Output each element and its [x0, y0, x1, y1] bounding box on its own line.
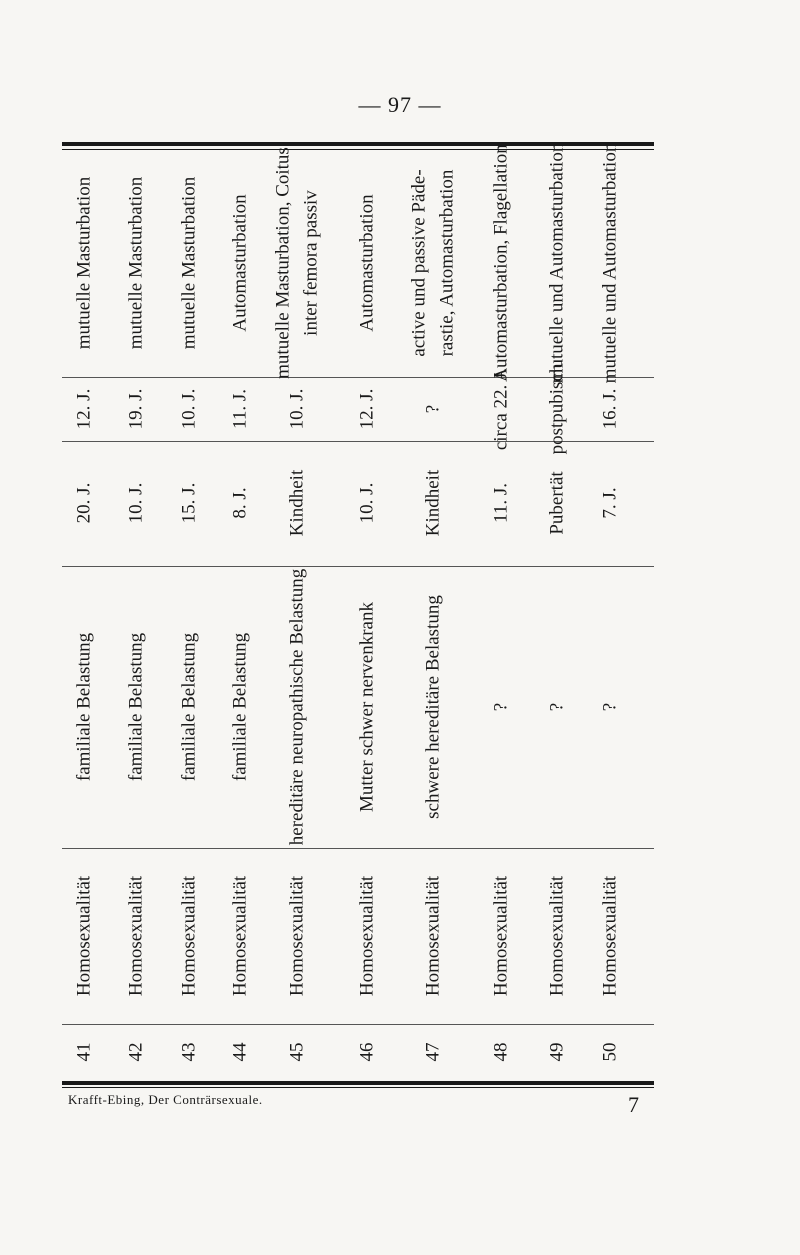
cell-case-44: 44	[229, 1042, 251, 1062]
cell-diagnosis-46: Homosexualität	[356, 875, 378, 997]
cell-onset-44: 11. J.	[229, 389, 251, 429]
cell-age-48: 11. J.	[490, 483, 512, 523]
cell-heredity-48: ?	[490, 702, 512, 712]
cell-heredity-50: ?	[599, 702, 621, 712]
cell-case-43: 43	[178, 1042, 200, 1062]
cell-age-50: 7. J.	[599, 487, 621, 519]
cell-onset-50: 16. J.	[599, 388, 621, 430]
cell-method-45: mutuelle Masturbation, Coitus	[272, 147, 294, 379]
cell-onset-46: 12. J.	[356, 388, 378, 430]
cell-onset-43: 10. J.	[178, 388, 200, 430]
cell-diagnosis-49: Homosexualität	[546, 875, 568, 997]
cell-method2-45: inter femora passiv	[300, 190, 322, 336]
cell-diagnosis-42: Homosexualität	[125, 875, 147, 997]
cell-method-42: mutuelle Masturbation	[125, 176, 147, 350]
cell-method-43: mutuelle Masturbation	[178, 176, 200, 350]
cell-heredity-47: schwere hereditäre Belastung	[422, 595, 444, 819]
cell-diagnosis-43: Homosexualität	[178, 875, 200, 997]
footer-signature: 7	[628, 1092, 639, 1117]
cell-method-47: active und passive Päde-	[408, 169, 430, 357]
cell-onset-47: ?	[422, 404, 444, 414]
cell-method-48: Automasturbation, Flagellation	[490, 144, 512, 382]
cell-age-42: 10. J.	[125, 482, 147, 524]
cell-onset-49: postpubisch	[546, 363, 568, 455]
cell-heredity-42: familiale Belastung	[125, 632, 147, 782]
cell-diagnosis-47: Homosexualität	[422, 875, 444, 997]
cell-method2-47: rastie, Automasturbation	[436, 169, 458, 357]
page-header: — 97 —	[358, 92, 442, 117]
cell-age-45: Kindheit	[286, 469, 308, 537]
cell-age-44: 8. J.	[229, 487, 251, 519]
cell-onset-48: circa 22. J.	[490, 367, 512, 451]
cell-age-47: Kindheit	[422, 469, 444, 537]
cell-case-49: 49	[546, 1042, 568, 1062]
cell-method-50: mutuelle und Automasturbation	[599, 142, 621, 384]
cell-method-44: Automasturbation	[229, 194, 251, 332]
cell-onset-45: 10. J.	[286, 388, 308, 430]
cell-age-43: 15. J.	[178, 482, 200, 524]
cell-heredity-43: familiale Belastung	[178, 632, 200, 782]
cell-case-46: 46	[356, 1042, 378, 1062]
row-divider-3	[62, 566, 654, 567]
row-divider-5	[62, 1024, 654, 1025]
cell-heredity-41: familiale Belastung	[73, 632, 95, 782]
cell-method-46: Automasturbation	[356, 194, 378, 332]
bottom-double-rule	[62, 1081, 654, 1085]
cell-heredity-45: hereditäre neuropathische Belastung	[286, 568, 308, 846]
cell-case-42: 42	[125, 1042, 147, 1062]
cell-case-50: 50	[599, 1042, 621, 1062]
cell-age-41: 20. J.	[73, 482, 95, 524]
cell-case-47: 47	[422, 1042, 444, 1062]
cell-case-41: 41	[73, 1042, 95, 1062]
cell-method-49: mutuelle und Automasturbation	[546, 142, 568, 384]
cell-age-49: Pubertät	[546, 471, 568, 535]
cell-onset-41: 12. J.	[73, 388, 95, 430]
cell-diagnosis-44: Homosexualität	[229, 875, 251, 997]
cell-heredity-44: familiale Belastung	[229, 632, 251, 782]
cell-heredity-49: ?	[546, 702, 568, 712]
cell-onset-42: 19. J.	[125, 388, 147, 430]
cell-heredity-46: Mutter schwer nervenkrank	[356, 602, 378, 812]
bottom-thin-rule	[62, 1087, 654, 1088]
row-divider-4	[62, 848, 654, 849]
cell-diagnosis-48: Homosexualität	[490, 875, 512, 997]
cell-diagnosis-45: Homosexualität	[286, 875, 308, 997]
cell-case-48: 48	[490, 1042, 512, 1062]
cell-case-45: 45	[286, 1042, 308, 1062]
cell-diagnosis-50: Homosexualität	[599, 875, 621, 997]
cell-age-46: 10. J.	[356, 482, 378, 524]
cell-method-41: mutuelle Masturbation	[73, 176, 95, 350]
cell-diagnosis-41: Homosexualität	[73, 875, 95, 997]
footer-author: Krafft-Ebing, Der Conträrsexuale.	[68, 1092, 263, 1107]
